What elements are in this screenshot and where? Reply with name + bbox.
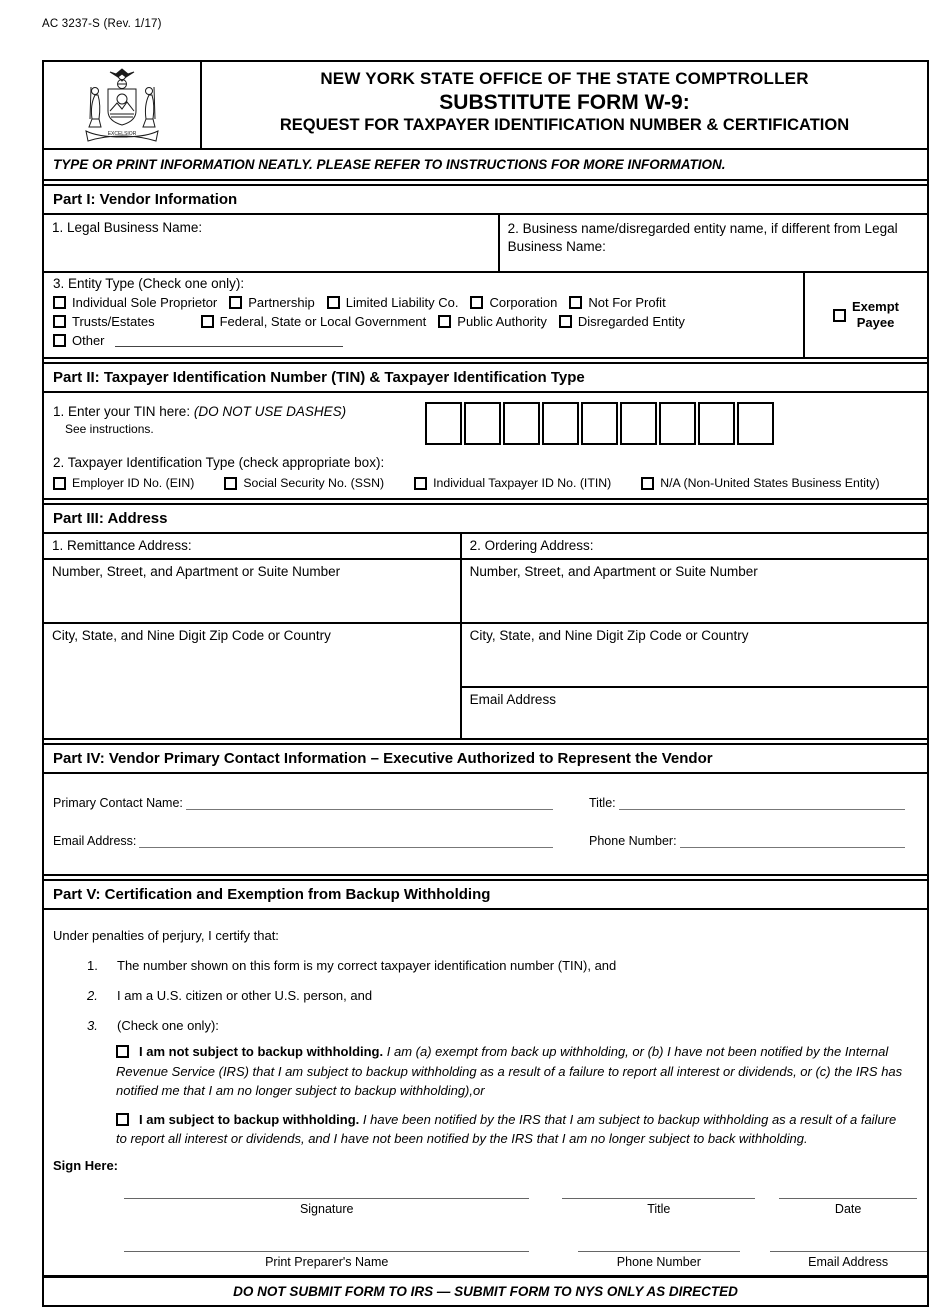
- entity-other-label: Other: [72, 333, 105, 348]
- checkbox-itin[interactable]: [414, 477, 427, 490]
- checkbox-na-non-us-entity[interactable]: [641, 477, 654, 490]
- form-header: [44, 62, 927, 150]
- item-text: The number shown on this form is my correct taxpayer identification number (TIN), and: [117, 958, 617, 973]
- entity-option-label: Not For Profit: [588, 295, 666, 310]
- business-name-field[interactable]: [500, 215, 927, 271]
- exempt-payee-label: Exempt Payee: [852, 299, 899, 330]
- item-text: I am a U.S. citizen or other U.S. person, and: [117, 988, 373, 1003]
- entity-option-label: Disregarded Entity: [577, 314, 685, 329]
- checkbox-public-authority[interactable]: [438, 315, 451, 328]
- primary-contact-name-label: Primary Contact Name:: [53, 796, 183, 810]
- contact-title-label: Title:: [589, 796, 616, 810]
- part5-header: Part V: Certification and Exemption from Backup Withholding: [44, 879, 927, 910]
- item-number: 2.: [87, 988, 98, 1003]
- entity-option-label: Corporation: [489, 295, 558, 310]
- not-subject-backup-withholding-option: [116, 1042, 903, 1101]
- form-title-block: [202, 62, 927, 148]
- substitute-w9-form: [42, 60, 929, 1307]
- address-grid: [44, 534, 927, 740]
- form-title: SUBSTITUTE FORM W-9:: [439, 91, 690, 114]
- tin-digit-box[interactable]: [581, 402, 618, 445]
- tin-digit-box[interactable]: [425, 402, 462, 445]
- remittance-address-column: [44, 534, 462, 738]
- ordering-city-field[interactable]: [462, 624, 927, 688]
- checkbox-partnership[interactable]: [229, 296, 242, 309]
- type-option-label: Social Security No. (SSN): [243, 476, 385, 490]
- other-entity-input-line[interactable]: [115, 334, 343, 347]
- ordering-street-field[interactable]: [462, 560, 927, 624]
- signature-label: Signature: [299, 1201, 354, 1216]
- ordering-email-field[interactable]: [462, 688, 927, 738]
- checkbox-individual-sole-proprietor[interactable]: [53, 296, 66, 309]
- preparer-name-label: Print Preparer's Name: [265, 1254, 389, 1269]
- email-label: Email Address: [469, 692, 556, 707]
- date-label: Date: [834, 1201, 862, 1216]
- email-address-input-line[interactable]: [770, 1242, 927, 1252]
- tin-digit-box[interactable]: [464, 402, 501, 445]
- agency-name: NEW YORK STATE OFFICE OF THE STATE COMPTROLLER: [320, 69, 809, 88]
- taxpayer-id-type-label: 2. Taxpayer Identification Type (check appropriate box):: [53, 455, 385, 470]
- business-name-label: 2. Business name/disregarded entity name, if different from Legal Business Name:: [507, 221, 898, 254]
- contact-email-input-line[interactable]: [139, 835, 553, 848]
- signature-input-line[interactable]: [124, 1189, 529, 1199]
- tin-digit-box[interactable]: [659, 402, 696, 445]
- legal-business-name-label: 1. Legal Business Name:: [52, 220, 203, 235]
- checkbox-subject-backup-withholding[interactable]: [116, 1113, 129, 1126]
- street-label: Number, Street, and Apartment or Suite Number: [469, 564, 758, 579]
- part5-body: [44, 910, 927, 1275]
- checkbox-not-subject-backup-withholding[interactable]: [116, 1045, 129, 1058]
- checkbox-ssn[interactable]: [224, 477, 237, 490]
- certification-item-2: [53, 988, 917, 1003]
- entity-option-label: Partnership: [248, 295, 315, 310]
- type-option-label: N/A (Non-United States Business Entity): [660, 476, 880, 490]
- entity-type-label: 3. Entity Type (Check one only):: [53, 276, 245, 291]
- tin-label-block: [53, 401, 425, 445]
- checkbox-exempt-payee[interactable]: [833, 309, 846, 322]
- certification-intro: Under penalties of perjury, I certify that:: [53, 928, 279, 943]
- option-italic-text: I am (a) exempt from back up withholding, or (b) I have not been notified by the Internal Revenue Service (IRS) that I am subject to backup withholding as a result of a failure to report all interest or dividends, or (c) the IRS has notified me that I am no longer subject to backup withholding),or: [116, 1044, 903, 1098]
- tin-digit-box[interactable]: [698, 402, 735, 445]
- tin-note: (DO NOT USE DASHES): [193, 404, 347, 419]
- primary-contact-name-input-line[interactable]: [186, 797, 553, 810]
- tin-row: [53, 401, 919, 445]
- tin-label: 1. Enter your TIN here:: [53, 404, 191, 419]
- checkbox-disregarded-entity[interactable]: [559, 315, 572, 328]
- checkbox-federal-state-local-government[interactable]: [201, 315, 214, 328]
- tin-digit-box[interactable]: [542, 402, 579, 445]
- entity-option-label: Limited Liability Co.: [345, 295, 459, 310]
- entity-option-label: Individual Sole Proprietor: [72, 295, 218, 310]
- ordering-address-label: 2. Ordering Address:: [462, 534, 927, 560]
- phone-number-label: Phone Number: [616, 1254, 701, 1269]
- ordering-address-column: [462, 534, 927, 738]
- form-code: AC 3237-S (Rev. 1/17): [42, 18, 162, 30]
- contact-title-input-line[interactable]: [619, 797, 905, 810]
- title-label: Title: [647, 1201, 671, 1216]
- preparer-name-input-line[interactable]: [124, 1242, 529, 1252]
- phone-number-input-line[interactable]: [578, 1242, 740, 1252]
- legal-business-name-field[interactable]: [44, 215, 500, 271]
- item-number: 3.: [87, 1018, 98, 1033]
- option-bold-text: I am subject to backup withholding.: [139, 1111, 360, 1127]
- type-option-label: Employer ID No. (EIN): [72, 476, 195, 490]
- signature-row-1: [124, 1189, 917, 1216]
- subject-backup-withholding-option: [116, 1110, 903, 1149]
- tin-digit-box[interactable]: [503, 402, 540, 445]
- checkbox-trusts-estates[interactable]: [53, 315, 66, 328]
- certification-item-1: [53, 958, 917, 973]
- contact-phone-label: Phone Number:: [589, 834, 677, 848]
- item-number: 1.: [87, 958, 98, 973]
- checkbox-ein[interactable]: [53, 477, 66, 490]
- item-text: (Check one only):: [117, 1018, 219, 1033]
- remittance-street-field[interactable]: [44, 560, 460, 624]
- ny-coat-of-arms-icon: [66, 65, 178, 145]
- taxpayer-id-type-options: [53, 476, 919, 490]
- ny-state-seal: [44, 62, 202, 148]
- tin-digit-box[interactable]: [737, 402, 774, 445]
- form-subtitle: REQUEST FOR TAXPAYER IDENTIFICATION NUMBER & CERTIFICATION: [279, 116, 850, 134]
- sign-here-label: Sign Here:: [53, 1157, 119, 1173]
- part1-header: Part I: Vendor Information: [44, 184, 927, 215]
- date-input-line[interactable]: [779, 1189, 917, 1199]
- option-italic-text: I have been notified by the IRS that I am subject to backup withholding as a result of a failure to report all interest or dividends, and I have not been notified by the IRS that I am no longer subject to back withholding.: [116, 1111, 897, 1146]
- exempt-payee-cell: [805, 273, 927, 357]
- part4-header: Part IV: Vendor Primary Contact Information – Executive Authorized to Represent the Vendor: [44, 743, 927, 774]
- checkbox-corporation[interactable]: [470, 296, 483, 309]
- entity-option-label: Federal, State or Local Government: [219, 314, 427, 329]
- instruction-banner: TYPE OR PRINT INFORMATION NEATLY. PLEASE REFER TO INSTRUCTIONS FOR MORE INFORMATION.: [44, 150, 927, 181]
- type-option-label: Individual Taxpayer ID No. (ITIN): [433, 476, 612, 490]
- seal-motto: EXCELSIOR: [107, 131, 137, 137]
- contact-phone-input-line[interactable]: [680, 835, 905, 848]
- part2-body: [44, 393, 927, 500]
- part4-body: [44, 774, 927, 876]
- tin-sublabel: See instructions.: [65, 422, 154, 436]
- do-not-submit-banner: DO NOT SUBMIT FORM TO IRS — SUBMIT FORM TO NYS ONLY AS DIRECTED: [44, 1275, 927, 1305]
- tin-digit-box[interactable]: [620, 402, 657, 445]
- tin-digit-boxes: [425, 402, 774, 445]
- title-input-line[interactable]: [562, 1189, 755, 1199]
- email-address-label: Email Address: [808, 1254, 889, 1269]
- entity-option-label: Public Authority: [457, 314, 547, 329]
- contact-email-label: Email Address:: [53, 834, 137, 848]
- entity-options-row2: [53, 314, 795, 329]
- certification-item-3: [53, 1018, 917, 1033]
- entity-type-cell: [44, 273, 805, 357]
- signature-row-2: [124, 1242, 917, 1269]
- entity-option-label: Trusts/Estates: [72, 314, 155, 329]
- city-label: City, State, and Nine Digit Zip Code or Country: [52, 628, 331, 643]
- name-fields-row: [44, 215, 927, 273]
- option-bold-text: I am not subject to backup withholding.: [139, 1044, 384, 1059]
- checkbox-limited-liability-co[interactable]: [327, 296, 340, 309]
- checkbox-other[interactable]: [53, 334, 66, 347]
- remittance-city-field[interactable]: [44, 624, 460, 738]
- remittance-address-label: 1. Remittance Address:: [44, 534, 460, 560]
- city-label: City, State, and Nine Digit Zip Code or Country: [469, 628, 749, 643]
- entity-type-row: [44, 273, 927, 359]
- street-label: Number, Street, and Apartment or Suite Number: [52, 564, 341, 579]
- checkbox-not-for-profit[interactable]: [569, 296, 582, 309]
- part2-header: Part II: Taxpayer Identification Number (TIN) & Taxpayer Identification Type: [44, 362, 927, 393]
- entity-options-row1: [53, 295, 795, 310]
- entity-options-row3: [53, 333, 795, 348]
- part3-header: Part III: Address: [44, 503, 927, 534]
